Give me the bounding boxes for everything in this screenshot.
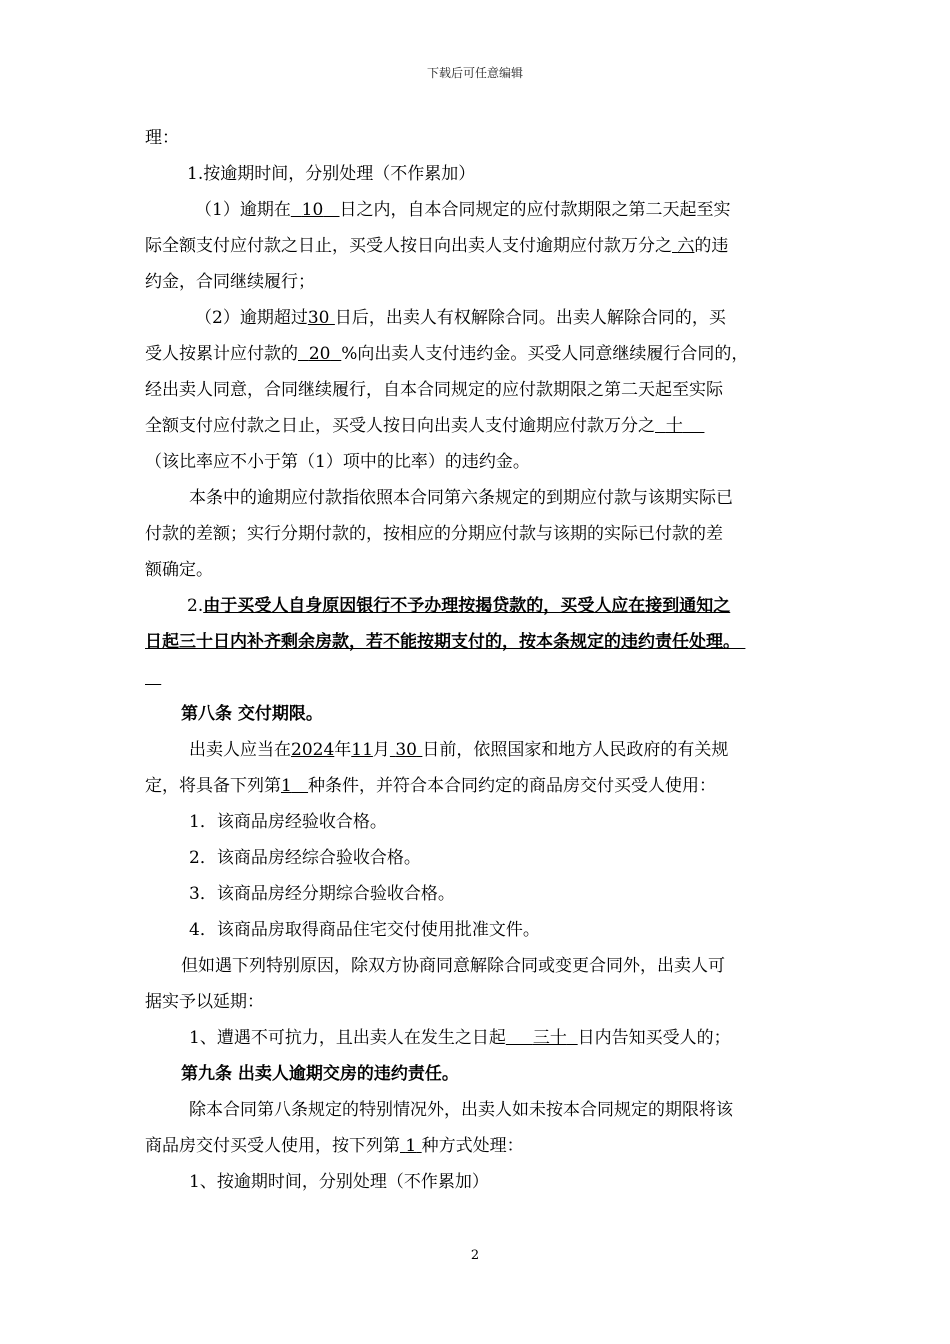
- text-run: 受人按累计应付款的: [145, 344, 298, 364]
- article-8-title: 第八条 交付期限。: [181, 704, 323, 724]
- blank-field: [390, 740, 422, 760]
- page-number: 2: [470, 1248, 480, 1263]
- notice-days-value: 三十: [532, 1028, 567, 1048]
- text-run: （1）逾期在: [195, 200, 291, 220]
- text-run: 全额支付应付款之日止，买受人按日向出卖人支付逾期应付款万分之: [145, 416, 655, 436]
- text-run: %向出卖人支付违约金。买受人同意继续履行合同的，: [341, 344, 749, 364]
- text-run: 月: [372, 740, 390, 760]
- text-run: 日之内，自本合同规定的应付款期限之第二天起至实: [339, 200, 731, 220]
- paragraph-line: 1、按逾期时间，分别处理（不作累加）: [189, 1172, 489, 1192]
- blank-field: [281, 776, 308, 796]
- overdue-limit-value: 30: [307, 308, 330, 328]
- blank-field: [308, 308, 335, 328]
- emphasized-clause: 日起三十日内补齐剩余房款，若不能按期支付的，按本条规定的违约责任处理。: [145, 632, 740, 652]
- paragraph-line: 付款的差额；实行分期付款的，按相应的分期应付款与该期的实际已付款的差: [145, 524, 723, 544]
- paragraph-line: [145, 192, 810, 228]
- paragraph-line: 经出卖人同意，合同继续履行，自本合同规定的应付款期限之第二天起至实际: [145, 380, 723, 400]
- paragraph-line: （该比率应不小于第（1）项中的比率）的违约金。: [145, 452, 530, 472]
- delivery-day: 30: [395, 740, 417, 760]
- method-choice: 1: [405, 1136, 417, 1156]
- document-body: [145, 120, 810, 1200]
- text-run: 际全额支付应付款之日止，买受人按日向出卖人支付逾期应付款万分之: [145, 236, 672, 256]
- paragraph-line: [145, 1020, 810, 1056]
- list-item: 2．该商品房经综合验收合格。: [189, 848, 421, 868]
- text-run: 的违: [694, 236, 729, 256]
- paragraph-line: [145, 660, 810, 696]
- blank-field: [655, 416, 704, 436]
- paragraph-line: [145, 1128, 810, 1164]
- paragraph-line: 理：: [145, 128, 179, 148]
- list-item: 1．该商品房经验收合格。: [189, 812, 387, 832]
- paragraph-line: [145, 732, 810, 768]
- paragraph-line: [145, 336, 810, 372]
- text-run: 日前，依照国家和地方人民政府的有关规: [422, 740, 729, 760]
- delivery-year: 2024: [291, 740, 335, 760]
- paragraph-line: [145, 624, 810, 660]
- paragraph-line: 1.按逾期时间，分别处理（不作累加）: [187, 164, 476, 184]
- delivery-month: 11: [351, 740, 373, 760]
- paragraph-line: [145, 408, 810, 444]
- emphasized-clause: 由于买受人自身原因银行不予办理按揭贷款的，买受人应在接到通知之: [203, 596, 731, 616]
- paragraph-line: 据实予以延期：: [145, 992, 264, 1012]
- paragraph-line: 除本合同第八条规定的特别情况外，出卖人如未按本合同规定的期限将该: [189, 1100, 733, 1120]
- penalty-percent-value: 20: [308, 344, 331, 364]
- blank-field: [298, 344, 341, 364]
- text-run: 种方式处理：: [421, 1136, 524, 1156]
- item-number: 2.: [187, 596, 204, 616]
- paragraph-line: 但如遇下列特别原因，除双方协商同意解除合同或变更合同外，出卖人可: [181, 956, 725, 976]
- blank-field: [400, 1136, 422, 1156]
- text-run: 商品房交付买受人使用，按下列第: [145, 1136, 400, 1156]
- text-run: 出卖人应当在: [189, 740, 291, 760]
- blank-field: [672, 236, 694, 256]
- text-run: 日内告知买受人的；: [577, 1028, 731, 1048]
- paragraph-line: 约金，合同继续履行；: [145, 272, 315, 292]
- blank-field: [145, 668, 161, 688]
- rate-value: 十: [665, 416, 683, 436]
- blank-field: [291, 200, 340, 220]
- list-item: 4．该商品房取得商品住宅交付使用批准文件。: [189, 920, 540, 940]
- paragraph-line: 本条中的逾期应付款指依照本合同第六条规定的到期应付款与该期实际已: [189, 488, 733, 508]
- page-header: 下载后可任意编辑: [426, 66, 523, 80]
- text-run: 种条件，并符合本合同约定的商品房交付买受人使用：: [308, 776, 717, 796]
- paragraph-line: [145, 228, 810, 264]
- blank-field: [506, 1028, 578, 1048]
- text-run: 日后，出卖人有权解除合同。出卖人解除合同的，买: [334, 308, 726, 328]
- paragraph-line: [145, 300, 810, 336]
- text-run: （2）逾期超过: [195, 308, 308, 328]
- paragraph-line: [145, 768, 810, 804]
- text-run: 年: [334, 740, 352, 760]
- rate-value: 六: [677, 236, 695, 256]
- list-item: 3．该商品房经分期综合验收合格。: [189, 884, 455, 904]
- text-run: 定，将具备下列第: [145, 776, 281, 796]
- text-run: 1、遭遇不可抗力，且出卖人在发生之日起: [189, 1028, 506, 1048]
- paragraph-line: [145, 588, 810, 624]
- overdue-days-value: 10: [301, 200, 324, 220]
- blank-field: [740, 632, 745, 652]
- paragraph-line: 额确定。: [145, 560, 213, 580]
- condition-choice: 1: [281, 776, 292, 796]
- article-9-title: 第九条 出卖人逾期交房的违约责任。: [181, 1064, 459, 1084]
